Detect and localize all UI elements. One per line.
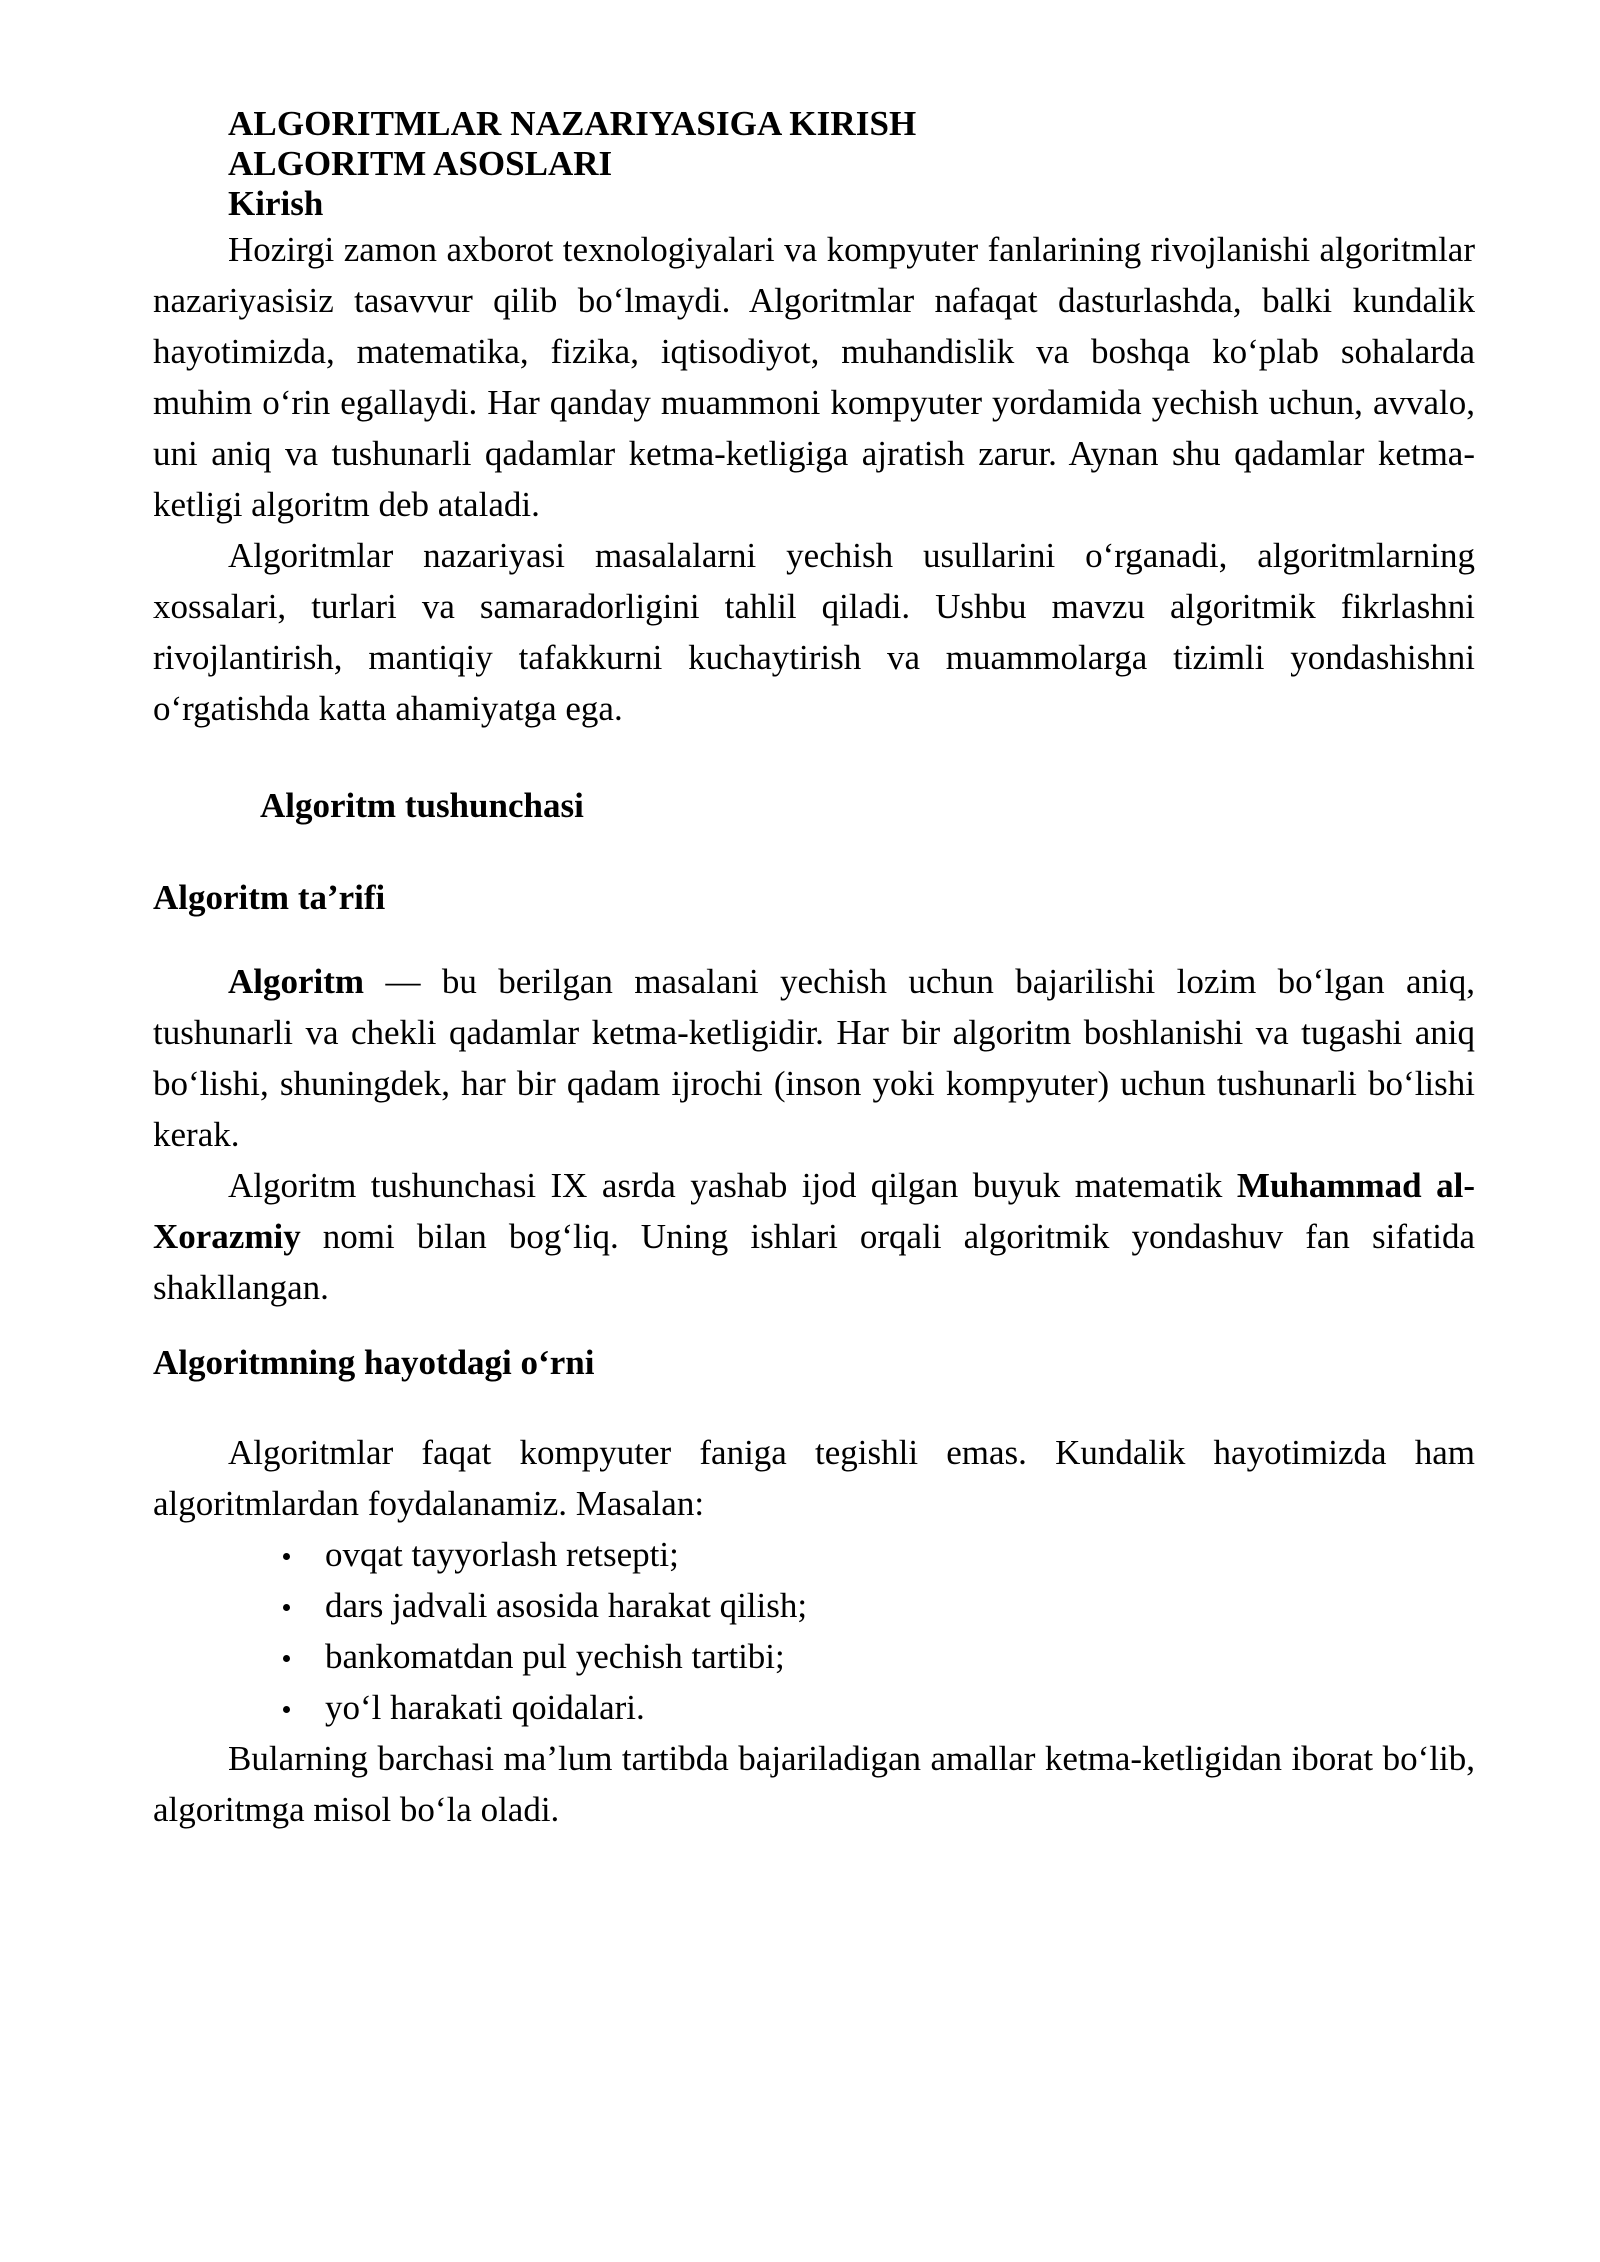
spacer [153, 1383, 1475, 1427]
list-item: bankomatdan pul yechish tartibi; [153, 1631, 1475, 1682]
heading-algoritm-tushunchasi: Algoritm tushunchasi [260, 786, 584, 825]
document-content [153, 104, 1475, 1835]
list-item: yoʻl harakati qoidalari. [153, 1682, 1475, 1733]
document-title-line-1: ALGORITMLAR NAZARIYASIGA KIRISH [228, 104, 917, 143]
spacer [153, 734, 1475, 786]
spacer [153, 826, 1475, 878]
examples-bullet-list [153, 1529, 1475, 1733]
history-paragraph-part-1: Algoritm tushunchasi IX asrda yashab ijod qilgan buyuk matematik [228, 1166, 1237, 1205]
heading-algoritmning-hayotdagi-orni: Algoritmning hayotdagi oʻrni [153, 1343, 595, 1382]
history-bold-name: Muhammad al-Xorazmiy [153, 1166, 1475, 1256]
heading-algoritm-tarifi: Algoritm taʼrifi [153, 878, 386, 917]
definition-paragraph-text: — bu berilgan masalani yechish uchun bajarilishi lozim boʻlgan aniq, tushunarli va chekli qadamlar ketma-ketligidir. Har bir algoritm boshlanishi va tugashi aniq boʻlishi, shuningdek, har bir qadam ijrochi (inson yoki kompyuter) uchun tushunarli boʻlishi kerak. [153, 962, 1475, 1154]
closing-paragraph: Bularning barchasi maʼlum tartibda bajariladigan amallar ketma-ketligidan iborat boʻlib, algoritmga misol boʻla oladi. [153, 1739, 1475, 1829]
document-title-line-2: ALGORITM ASOSLARI [228, 144, 613, 183]
list-item: dars jadvali asosida harakat qilish; [153, 1580, 1475, 1631]
intro-paragraph-1: Hozirgi zamon axborot texnologiyalari va kompyuter fanlarining rivojlanishi algoritmlar nazariyasisiz tasavvur qilib boʻlmaydi. Algoritmlar nafaqat dasturlashda, balki kundalik hayotimizda, matematika, fizika, iqtisodiyot, muhandislik va boshqa koʻplab sohalarda muhim oʻrin egallaydi. Har qanday muammoni kompyuter yordamida yechish uchun, avvalo, uni aniq va tushunarli qadamlar ketma-ketligiga ajratish zarur. Aynan shu qadamlar ketma-ketligi algoritm deb ataladi. [153, 230, 1475, 524]
list-item: ovqat tayyorlash retsepti; [153, 1529, 1475, 1580]
definition-lead-term: Algoritm [228, 962, 365, 1001]
spacer [153, 918, 1475, 956]
definition-paragraph [153, 956, 1475, 1160]
history-paragraph-part-2: nomi bilan bogʻliq. Uning ishlari orqali algoritmik yondashuv fan sifatida shakllangan. [153, 1217, 1475, 1307]
history-paragraph [153, 1160, 1475, 1313]
spacer [153, 1313, 1475, 1343]
heading-kirish: Kirish [228, 184, 324, 223]
intro-paragraph-2: Algoritmlar nazariyasi masalalarni yechish usullarini oʻrganadi, algoritmlarning xossalari, turlari va samaradorligini tahlil qiladi. Ushbu mavzu algoritmik fikrlashni rivojlantirish, mantiqiy tafakkurni kuchaytirish va muammolarga tizimli yondashishni oʻrgatishda katta ahamiyatga ega. [153, 536, 1475, 728]
life-role-paragraph: Algoritmlar faqat kompyuter faniga tegishli emas. Kundalik hayotimizda ham algoritmlardan foydalanamiz. Masalan: [153, 1433, 1475, 1523]
